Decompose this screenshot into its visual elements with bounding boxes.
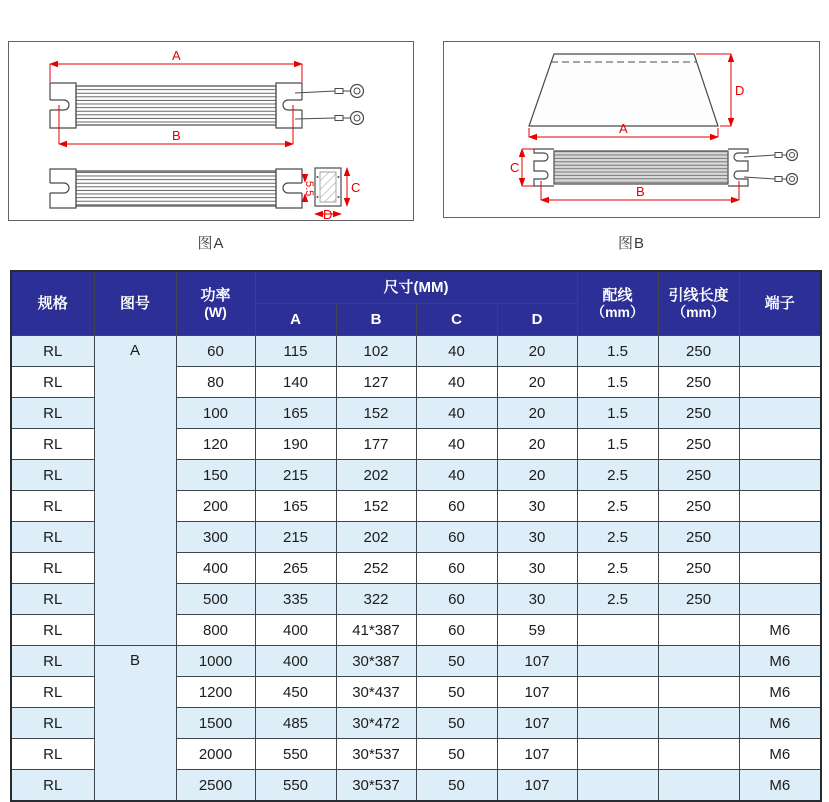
cell-terminal: M6 [739, 677, 821, 708]
header-figure-no: 图号 [94, 271, 176, 336]
cell-d: 107 [497, 708, 577, 739]
cell-power: 80 [176, 367, 255, 398]
cell-lead [658, 615, 739, 646]
cell-a: 115 [255, 336, 336, 367]
header-dim-d: D [497, 304, 577, 336]
cell-c: 50 [416, 739, 497, 770]
cell-d: 107 [497, 677, 577, 708]
cell-lead: 250 [658, 336, 739, 367]
cell-terminal [739, 522, 821, 553]
cell-wiring: 2.5 [577, 553, 658, 584]
cell-wiring [577, 646, 658, 677]
cell-lead [658, 677, 739, 708]
header-dim-c: C [416, 304, 497, 336]
cell-wiring [577, 677, 658, 708]
cell-wiring: 2.5 [577, 460, 658, 491]
cell-spec: RL [11, 708, 94, 739]
cell-d: 30 [497, 584, 577, 615]
figure-b-caption: 图B [617, 235, 645, 252]
cell-spec: RL [11, 460, 94, 491]
header-lead-length [658, 271, 739, 336]
cell-power: 1000 [176, 646, 255, 677]
cell-d: 30 [497, 553, 577, 584]
cell-a: 215 [255, 522, 336, 553]
cell-spec: RL [11, 429, 94, 460]
cell-lead: 250 [658, 429, 739, 460]
cell-terminal [739, 553, 821, 584]
ring-terminal-icon [744, 174, 798, 185]
cell-lead: 250 [658, 367, 739, 398]
cell-power: 120 [176, 429, 255, 460]
cell-spec: RL [11, 677, 94, 708]
header-lead-length-line1: 引线长度 [668, 286, 729, 304]
cell-c: 50 [416, 646, 497, 677]
figure-b-drawing [444, 42, 819, 217]
cell-a: 265 [255, 553, 336, 584]
cell-terminal [739, 460, 821, 491]
cell-d: 107 [497, 770, 577, 802]
cell-b: 30*387 [336, 646, 416, 677]
cell-power: 2000 [176, 739, 255, 770]
spec-table [10, 270, 822, 802]
cell-d: 20 [497, 336, 577, 367]
cell-a: 550 [255, 770, 336, 802]
cell-c: 60 [416, 553, 497, 584]
cell-power: 800 [176, 615, 255, 646]
fig-a-dim-c-label: C [351, 180, 361, 195]
cell-c: 40 [416, 398, 497, 429]
cell-spec: RL [11, 398, 94, 429]
figure-a-drawing [9, 42, 413, 220]
header-dim-b: B [336, 304, 416, 336]
cell-spec: RL [11, 491, 94, 522]
cell-lead: 250 [658, 460, 739, 491]
figure-a-panel [8, 41, 414, 221]
header-dim-a: A [255, 304, 336, 336]
cell-spec: RL [11, 522, 94, 553]
spec-table-body [11, 336, 821, 802]
cell-power: 300 [176, 522, 255, 553]
cell-power: 200 [176, 491, 255, 522]
cell-c: 50 [416, 708, 497, 739]
header-dimensions: 尺寸(MM) [255, 271, 577, 304]
fig-a-slot-width-label: 5.5 [303, 181, 315, 197]
cell-lead: 250 [658, 491, 739, 522]
cell-a: 400 [255, 615, 336, 646]
cell-wiring: 2.5 [577, 491, 658, 522]
cell-d: 59 [497, 615, 577, 646]
cell-c: 50 [416, 677, 497, 708]
fig-a-dim-d-label: D [323, 207, 333, 220]
ring-terminal-icon [295, 85, 364, 98]
ring-terminal-icon [744, 150, 798, 161]
cell-b: 41*387 [336, 615, 416, 646]
cell-lead: 250 [658, 398, 739, 429]
cell-d: 20 [497, 429, 577, 460]
cell-c: 40 [416, 429, 497, 460]
header-spec: 规格 [11, 271, 94, 336]
cell-wiring: 1.5 [577, 398, 658, 429]
figure-b-panel [443, 41, 820, 218]
cell-spec: RL [11, 584, 94, 615]
cell-a: 485 [255, 708, 336, 739]
cell-figure-no: B [94, 646, 176, 802]
cell-terminal [739, 367, 821, 398]
cell-power: 1500 [176, 708, 255, 739]
spec-table-header [11, 271, 821, 336]
header-power-line2: (W) [204, 304, 227, 321]
cell-power: 150 [176, 460, 255, 491]
cell-d: 20 [497, 367, 577, 398]
header-power-line1: 功率 [200, 286, 231, 304]
cell-power: 1200 [176, 677, 255, 708]
cell-lead: 250 [658, 553, 739, 584]
table-row [11, 336, 821, 367]
cell-b: 152 [336, 398, 416, 429]
cell-d: 107 [497, 739, 577, 770]
cell-terminal: M6 [739, 646, 821, 677]
cell-spec: RL [11, 646, 94, 677]
cell-c: 60 [416, 615, 497, 646]
cell-wiring: 1.5 [577, 336, 658, 367]
cell-terminal [739, 584, 821, 615]
cell-lead: 250 [658, 584, 739, 615]
cell-b: 30*437 [336, 677, 416, 708]
cell-lead [658, 739, 739, 770]
cell-power: 100 [176, 398, 255, 429]
cell-d: 20 [497, 460, 577, 491]
cell-wiring [577, 770, 658, 802]
cell-b: 252 [336, 553, 416, 584]
cell-spec: RL [11, 367, 94, 398]
cell-wiring [577, 739, 658, 770]
cell-d: 30 [497, 491, 577, 522]
cell-spec: RL [11, 770, 94, 802]
fig-b-dim-b-label: B [636, 184, 645, 199]
cell-b: 30*537 [336, 739, 416, 770]
cell-a: 165 [255, 398, 336, 429]
cell-lead [658, 770, 739, 802]
cell-terminal [739, 398, 821, 429]
cell-lead [658, 646, 739, 677]
cell-b: 202 [336, 522, 416, 553]
cell-c: 40 [416, 336, 497, 367]
ring-terminal-icon [295, 112, 364, 125]
cell-c: 60 [416, 522, 497, 553]
cell-b: 30*472 [336, 708, 416, 739]
cell-c: 40 [416, 367, 497, 398]
cell-b: 102 [336, 336, 416, 367]
cell-power: 500 [176, 584, 255, 615]
fig-a-dim-b-label: B [172, 128, 181, 143]
cell-b: 30*537 [336, 770, 416, 802]
cell-a: 165 [255, 491, 336, 522]
table-row [11, 646, 821, 677]
fig-b-dim-d-label: D [735, 83, 745, 98]
cell-terminal [739, 491, 821, 522]
cell-terminal: M6 [739, 708, 821, 739]
cell-wiring: 1.5 [577, 367, 658, 398]
cell-power: 2500 [176, 770, 255, 802]
cell-power: 60 [176, 336, 255, 367]
header-wiring [577, 271, 658, 336]
header-power [176, 271, 255, 336]
cell-lead: 250 [658, 522, 739, 553]
cell-terminal: M6 [739, 739, 821, 770]
cell-b: 202 [336, 460, 416, 491]
fig-b-dim-a-label: A [619, 121, 628, 136]
header-lead-length-line2: （mm） [672, 304, 725, 321]
header-wiring-line2: （mm） [591, 304, 644, 321]
header-wiring-line1: 配线 [602, 286, 633, 304]
fig-b-dim-c-label: C [510, 160, 520, 175]
cell-wiring: 2.5 [577, 584, 658, 615]
cell-lead [658, 708, 739, 739]
cell-c: 60 [416, 491, 497, 522]
figure-a-caption: 图A [197, 235, 225, 252]
header-terminal: 端子 [739, 271, 821, 336]
cell-figure-no: A [94, 336, 176, 646]
cell-a: 190 [255, 429, 336, 460]
cell-d: 107 [497, 646, 577, 677]
cell-a: 335 [255, 584, 336, 615]
cell-a: 140 [255, 367, 336, 398]
cell-a: 550 [255, 739, 336, 770]
cell-power: 400 [176, 553, 255, 584]
cell-b: 127 [336, 367, 416, 398]
cell-spec: RL [11, 739, 94, 770]
cell-b: 322 [336, 584, 416, 615]
cell-b: 177 [336, 429, 416, 460]
cell-b: 152 [336, 491, 416, 522]
fig-a-dim-a-label: A [172, 48, 181, 63]
cell-a: 215 [255, 460, 336, 491]
cell-terminal: M6 [739, 615, 821, 646]
cell-c: 50 [416, 770, 497, 802]
cell-terminal: M6 [739, 770, 821, 802]
cell-terminal [739, 429, 821, 460]
cell-c: 40 [416, 460, 497, 491]
cell-wiring: 2.5 [577, 522, 658, 553]
cell-d: 30 [497, 522, 577, 553]
cell-wiring [577, 615, 658, 646]
cell-terminal [739, 336, 821, 367]
cell-spec: RL [11, 615, 94, 646]
cell-c: 60 [416, 584, 497, 615]
cell-spec: RL [11, 553, 94, 584]
cell-wiring [577, 708, 658, 739]
cell-a: 450 [255, 677, 336, 708]
cell-a: 400 [255, 646, 336, 677]
cell-wiring: 1.5 [577, 429, 658, 460]
cell-d: 20 [497, 398, 577, 429]
cell-spec: RL [11, 336, 94, 367]
